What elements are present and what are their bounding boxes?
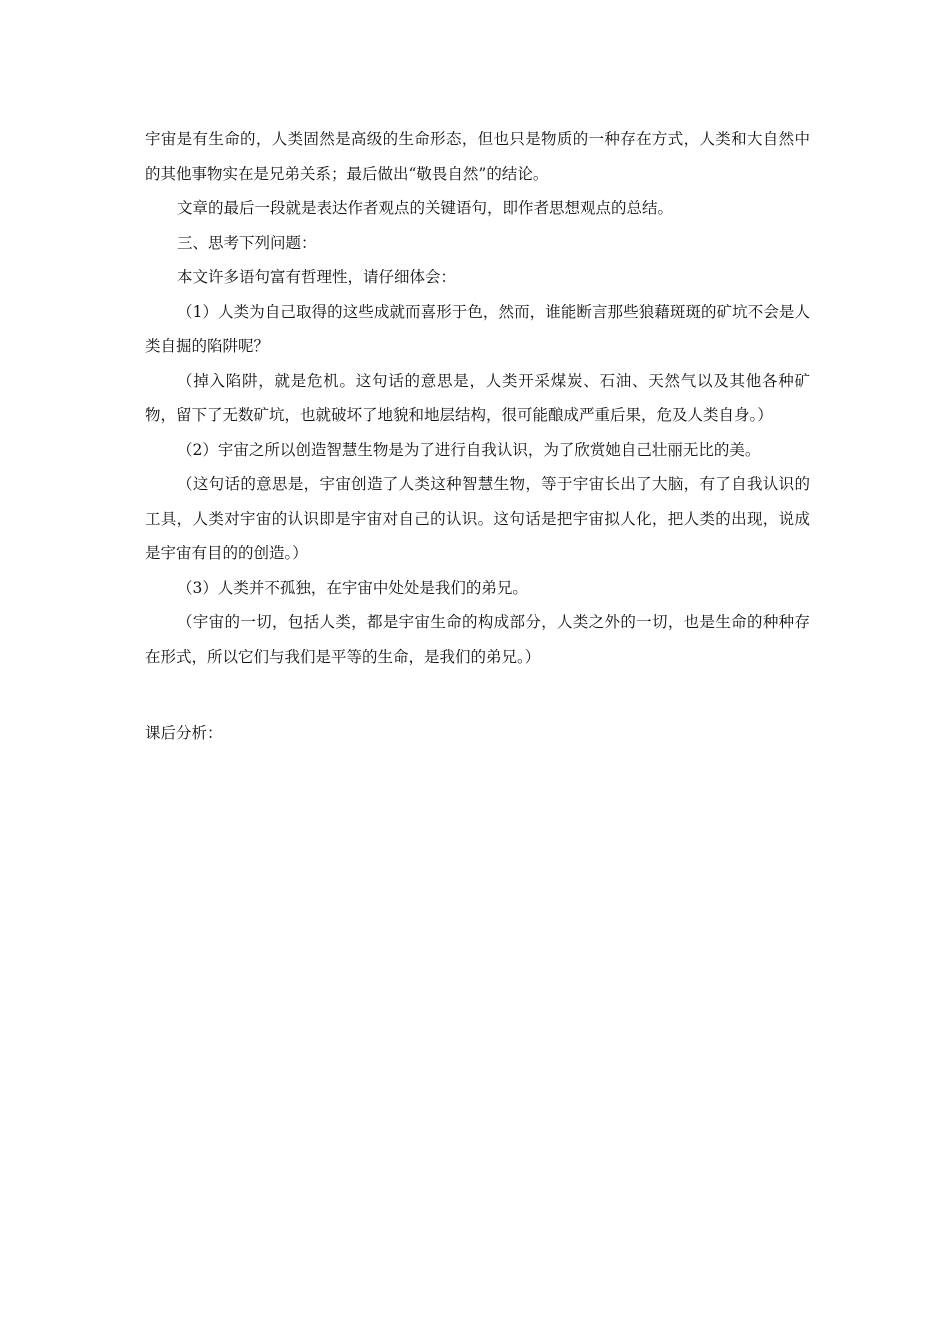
document-body	[145, 122, 810, 751]
answer-3: （宇宙的一切，包括人类，都是宇宙生命的构成部分，人类之外的一切，也是生命的种种存在形式，所以它们与我们是平等的生命，是我们的弟兄。）	[145, 613, 810, 666]
answer-1: （掉入陷阱，就是危机。这句话的意思是，人类开采煤炭、石油、天然气以及其他各种矿物，留下了无数矿坑，也就破坏了地貌和地层结构，很可能酿成严重后果，危及人类自身。）	[145, 371, 810, 424]
after-class-analysis-label: 课后分析：	[145, 724, 223, 742]
question-2: （2）宇宙之所以创造智慧生物是为了进行自我认识，为了欣赏她自己壮丽无比的美。	[177, 440, 761, 459]
question-3: （3）人类并不孤独，在宇宙中处处是我们的弟兄。	[177, 578, 528, 597]
paragraph-summary: 文章的最后一段就是表达作者观点的关键语句，即作者思想观点的总结。	[177, 199, 674, 217]
paragraph-conclusion: 宇宙是有生命的，人类固然是高级的生命形态，但也只是物质的一种存在方式，人类和大自然中的其他事物实在是兄弟关系；最后做出“敬畏自然”的结论。	[145, 130, 810, 183]
answer-2: （这句话的意思是，宇宙创造了人类这种智慧生物，等于宇宙长出了大脑，有了自我认识的工具，人类对宇宙的认识即是宇宙对自己的认识。这句话是把宇宙拟人化，把人类的出现，说成是宇宙有目的的创造。）	[145, 475, 810, 562]
section-heading-questions: 三、思考下列问题：	[177, 233, 317, 252]
paragraph-instruction: 本文许多语句富有哲理性，请仔细体会：	[177, 268, 457, 286]
question-1: （1）人类为自己取得的这些成就而喜形于色，然而，谁能断言那些狼藉斑斑的矿坑不会是人类自掘的陷阱呢？	[145, 302, 810, 355]
